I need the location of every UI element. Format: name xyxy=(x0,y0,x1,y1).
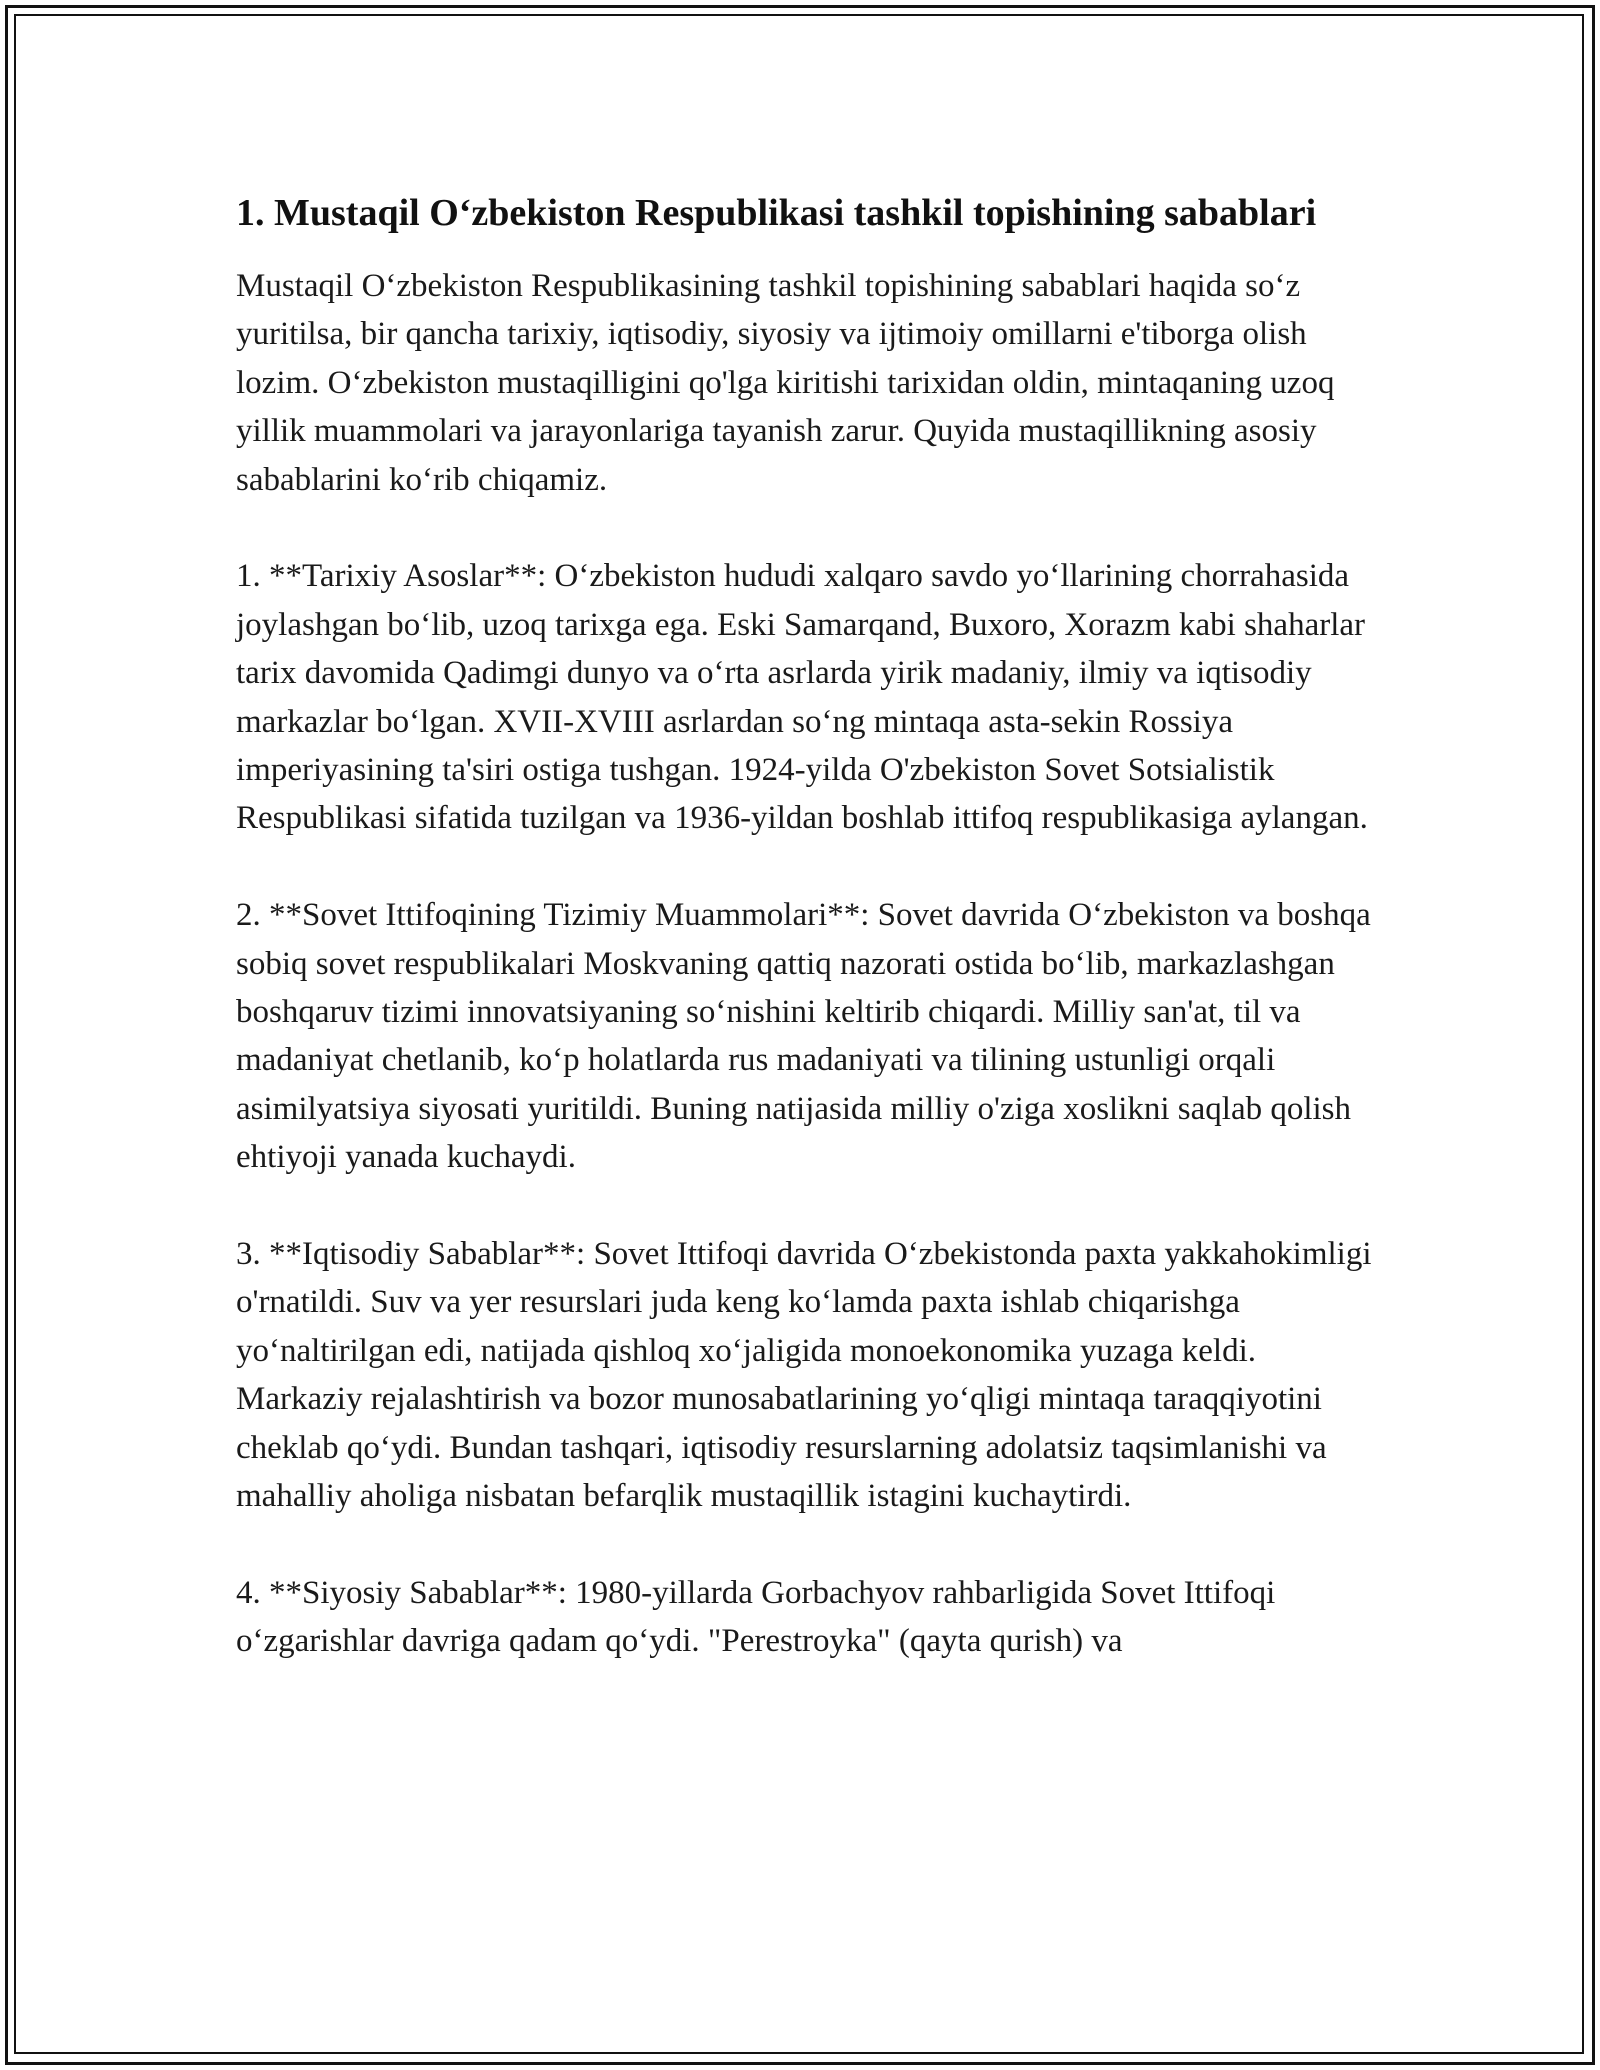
paragraph-intro: Mustaqil O‘zbekiston Respublikasining tashkil topishining sabablari haqida so‘z yuritilsa, bir qancha tarixiy, iqtisodiy, siyosiy va ijtimoiy omillarni e'tiborga olish lozim. O‘zbekiston mustaqilligini qo'lga kiritishi tarixidan oldin, mintaqaning uzoq yillik muammolari va jarayonlariga tayanish zarur. Quyida mustaqillikning asosiy sabablarini ko‘rib chiqamiz. xyxy=(236,268,1335,498)
document-title: 1. Mustaqil O‘zbekiston Respublikasi tashkil topishining sabablari xyxy=(236,192,1317,234)
paragraph-soviet-system-problems: 2. **Sovet Ittifoqining Tizimiy Muammolari**: Sovet davrida O‘zbekiston va boshqa sobiq sovet respublikalari Moskvaning qattiq nazorati ostida bo‘lib, markazlashgan boshqaruv tizimi innovatsiyaning so‘nishini keltirib chiqardi. Milliy san'at, til va madaniyat chetlanib, ko‘p holatlarda rus madaniyati va tilining ustunligi orqali asimilyatsiya siyosati yuritildi. Buning natijasida milliy o'ziga xoslikni saqlab qolish ehtiyoji yanada kuchaydi. xyxy=(236,897,1371,1176)
paragraph-political-reasons: 4. **Siyosiy Sabablar**: 1980-yillarda Gorbachyov rahbarligida Sovet Ittifoqi o‘zgarishlar davriga qadam qo‘ydi. "Perestroyka" (qayta qurish) va xyxy=(236,1574,1276,1660)
paragraph-historical-foundations: 1. **Tarixiy Asoslar**: O‘zbekiston hududi xalqaro savdo yo‘llarining chorrahasida joylashgan bo‘lib, uzoq tarixga ega. Eski Samarqand, Buxoro, Xorazm kabi shaharlar tarix davomida Qadimgi dunyo va o‘rta asrlarda yirik madaniy, ilmiy va iqtisodiy markazlar bo‘lgan. XVII-XVIII asrlardan so‘ng mintaqa asta-sekin Rossiya imperiyasining ta'siri ostiga tushgan. 1924-yilda O'zbekiston Sovet Sotsialistik Respublikasi sifatida tuzilgan va 1936-yildan boshlab ittifoq respublikasiga aylangan. xyxy=(236,558,1368,837)
document-body xyxy=(236,186,1386,1714)
paragraph-economic-reasons: 3. **Iqtisodiy Sabablar**: Sovet Ittifoqi davrida O‘zbekistonda paxta yakkahokimligi o'rnatildi. Suv va yer resurslari juda keng ko‘lamda paxta ishlab chiqarishga yo‘naltirilgan edi, natijada qishloq xo‘jaligida monoekonomika yuzaga keldi. Markaziy rejalashtirish va bozor munosabatlarining yo‘qligi mintaqa taraqqiyotini cheklab qo‘ydi. Bundan tashqari, iqtisodiy resurslarning adolatsiz taqsimlanishi va mahalliy aholiga nisbatan befarqlik mustaqillik istagini kuchaytirdi. xyxy=(236,1236,1372,1515)
